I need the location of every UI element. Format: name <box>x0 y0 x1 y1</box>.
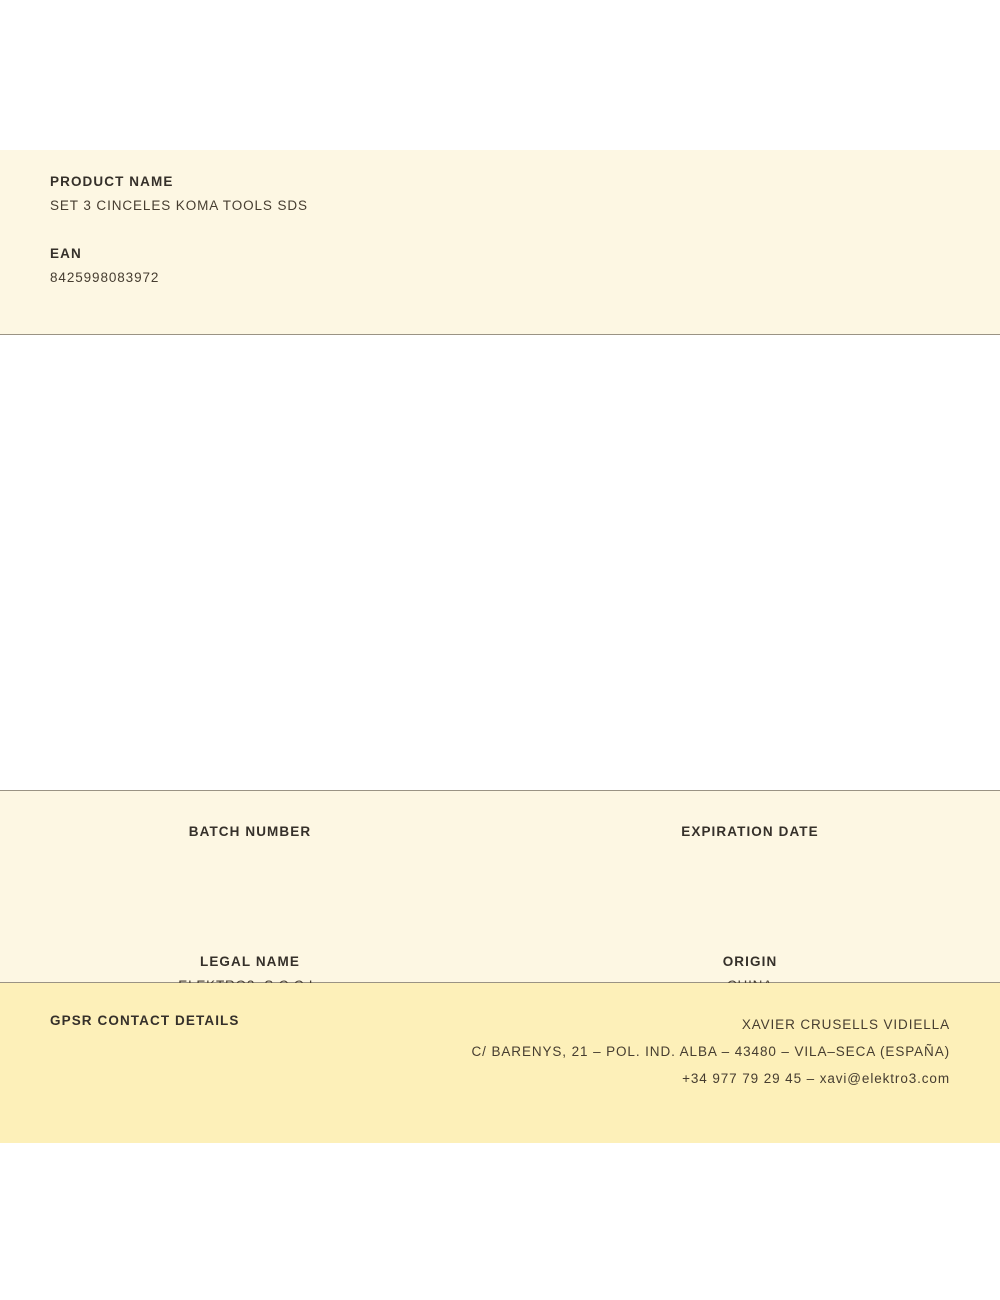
gpsr-contact-section <box>0 983 1000 1143</box>
gpsr-contact-details <box>472 1011 950 1092</box>
ean-value: 8425998083972 <box>50 270 160 285</box>
gpsr-contact-address: C/ BARENYS, 21 – POL. IND. ALBA – 43480 – VILA–SECA (ESPAÑA) <box>471 1044 950 1059</box>
details-section <box>0 790 1000 983</box>
expiration-date-value <box>520 848 980 864</box>
product-name-value: SET 3 CINCELES KOMA TOOLS SDS <box>50 198 308 213</box>
batch-number-value <box>20 848 480 864</box>
gpsr-contact-phone-email: +34 977 79 29 45 – xavi@elektro3.com <box>682 1071 950 1086</box>
ean-label: EAN <box>50 246 82 261</box>
product-name-field <box>50 174 950 213</box>
expiration-date-field <box>500 824 1000 864</box>
origin-label: ORIGIN <box>722 954 778 969</box>
expiration-date-label: EXPIRATION DATE <box>681 824 819 839</box>
gpsr-contact-label: GPSR CONTACT DETAILS <box>50 1013 240 1028</box>
batch-number-label: BATCH NUMBER <box>188 824 312 839</box>
ean-field <box>50 246 950 285</box>
batch-number-field <box>0 824 500 864</box>
product-name-label: PRODUCT NAME <box>50 174 174 189</box>
details-row-batch <box>0 791 1000 864</box>
image-placeholder-area <box>0 335 1000 790</box>
gpsr-contact-person: XAVIER CRUSELLS VIDIELLA <box>741 1017 950 1032</box>
legal-name-label: LEGAL NAME <box>199 954 300 969</box>
product-section <box>0 150 1000 335</box>
